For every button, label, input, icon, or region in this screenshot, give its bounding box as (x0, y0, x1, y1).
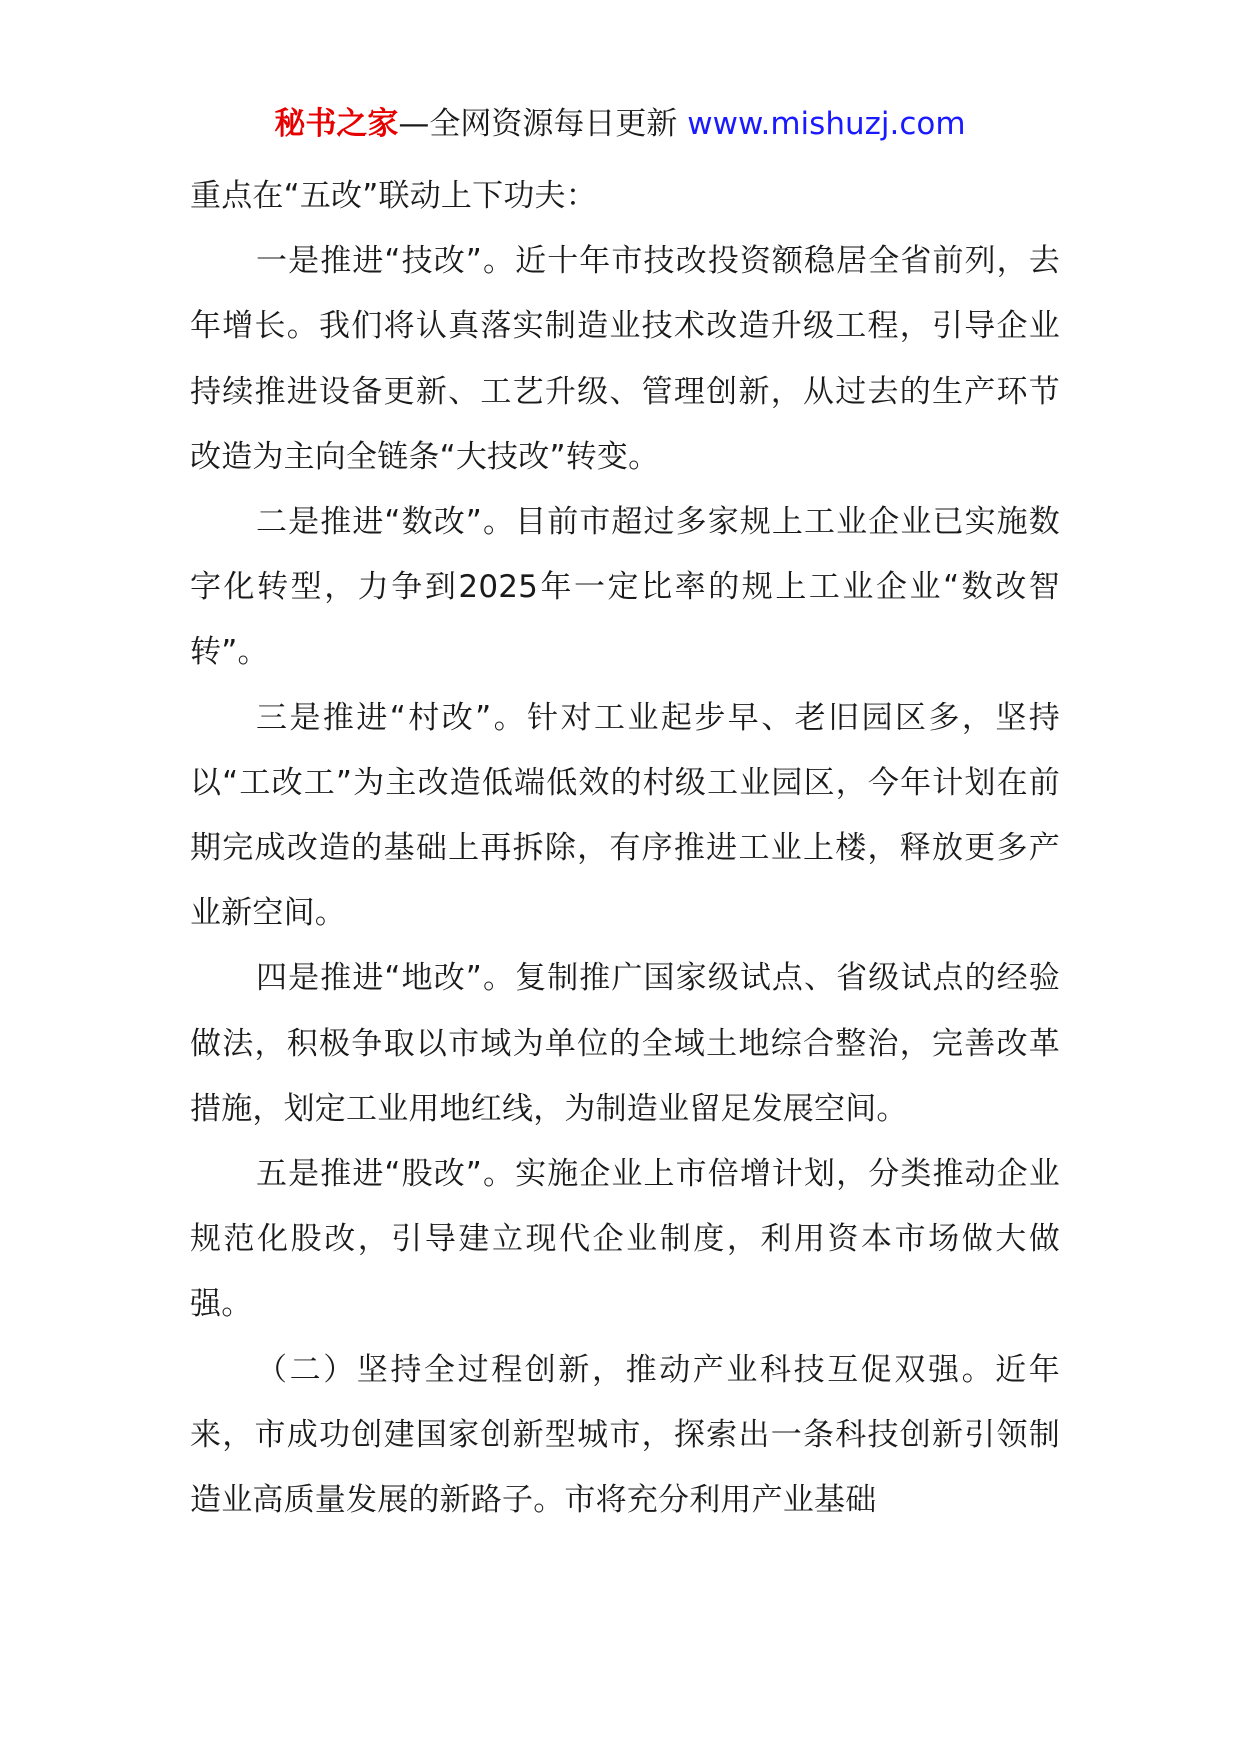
paragraph-digital-reform: 二是推进“数改”。目前市超过多家规上工业企业已实施数字化转型，力争到2025年一定比率的规上工业企业“数改智转”。 (190, 504, 1060, 671)
header-tagline: —全网资源每日更新 (398, 106, 688, 142)
paragraph-tech-reform: 一是推进“技改”。近十年市技改投资额稳居全省前列，去年增长。我们将认真落实制造业技术改造升级工程，引导企业持续推进设备更新、工艺升级、管理创新，从过去的生产环节改造为主向全链条“大技改”转变。 (190, 243, 1060, 475)
paragraph-share-reform: 五是推进“股改”。实施企业上市倍增计划，分类推动企业规范化股改，引导建立现代企业制度，利用资本市场做大做强。 (190, 1156, 1060, 1323)
paragraph-innovation: （二）坚持全过程创新，推动产业科技互促双强。近年来，市成功创建国家创新型城市，探索出一条科技创新引领制造业高质量发展的新路子。市将充分利用产业基础 (190, 1351, 1060, 1519)
website-link[interactable]: www.mishuzj.com (687, 106, 966, 142)
paragraph-intro: 重点在“五改”联动上下功夫： (190, 178, 597, 214)
paragraph-land-reform: 四是推进“地改”。复制推广国家级试点、省级试点的经验做法，积极争取以市域为单位的全域土地综合整治，完善改革措施，划定工业用地红线，为制造业留足发展空间。 (190, 960, 1060, 1127)
brand-name: 秘书之家 (274, 106, 399, 142)
paragraph-village-reform: 三是推进“村改”。针对工业起步早、老旧园区多，坚持以“工改工”为主改造低端低效的村级工业园区，今年计划在前期完成改造的基础上再拆除，有序推进工业上楼，释放更多产业新空间。 (190, 699, 1060, 932)
page-header (0, 100, 1240, 148)
document-body (190, 164, 1060, 1533)
